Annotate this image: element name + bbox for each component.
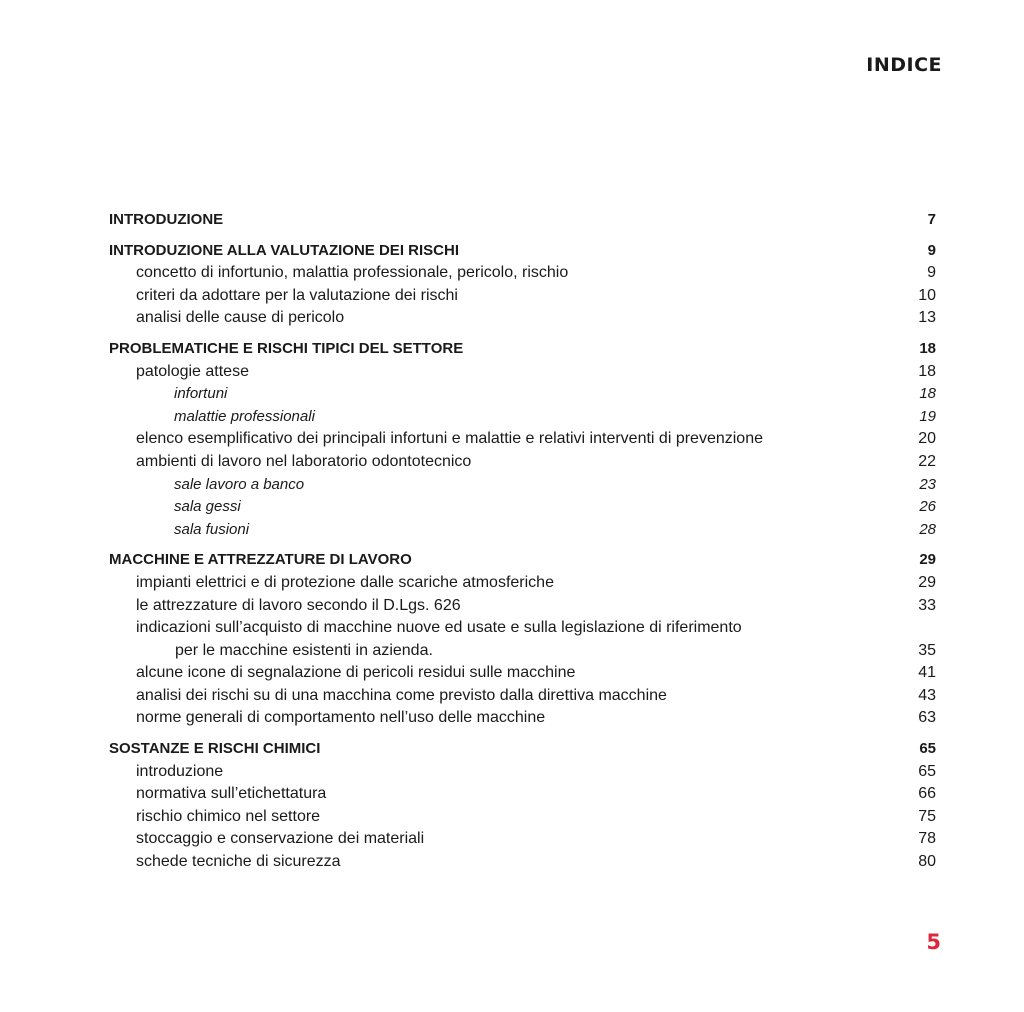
toc-page-number: 66	[918, 785, 936, 803]
toc-entry-row	[109, 361, 936, 384]
toc-entry-title: elenco esemplificativo dei principali infortuni e malattie e relativi interventi di prevenzione	[136, 430, 763, 448]
toc-entry-row	[109, 307, 936, 330]
toc-entry-title: sala fusioni	[174, 520, 250, 538]
toc-entry-row	[109, 640, 936, 663]
toc-entry-row	[109, 595, 936, 618]
toc-entry-title: criteri da adottare per la valutazione dei rischi	[136, 286, 458, 304]
toc-entry-row	[109, 851, 936, 874]
toc-page-number: 20	[918, 430, 936, 448]
toc-entry-title: malattie professionali	[174, 407, 315, 425]
toc-entry-title: stoccaggio e conservazione dei materiali	[136, 830, 425, 848]
toc-entry-row	[109, 806, 936, 829]
toc-entry-title: introduzione	[136, 762, 224, 780]
toc-entry-title: per le macchine esistenti in azienda.	[175, 641, 433, 659]
toc-page-number: 18	[919, 339, 936, 357]
toc-entry-row	[109, 428, 936, 451]
toc-entry-row	[109, 262, 936, 285]
toc-page-number: 35	[918, 641, 936, 659]
toc-page-number: 65	[918, 762, 936, 780]
toc-page-number: 19	[919, 407, 936, 425]
toc-entry-title: alcune icone di segnalazione di pericoli residui sulle macchine	[136, 664, 576, 682]
toc-page-number: 43	[918, 686, 936, 704]
toc-section-title: PROBLEMATICHE E RISCHI TIPICI DEL SETTORE	[109, 339, 464, 357]
toc-entry-row	[109, 519, 936, 542]
toc-page-number: 26	[919, 498, 936, 516]
toc-entry-title: concetto di infortunio, malattia professionale, pericolo, rischio	[136, 264, 569, 282]
page-title: INDICE	[866, 54, 942, 76]
toc-entry-row	[109, 474, 936, 497]
toc-page-number: 23	[919, 475, 936, 493]
toc-page-number: 9	[927, 241, 936, 259]
toc-section-title: INTRODUZIONE	[109, 211, 224, 228]
toc-entry-row	[109, 761, 936, 784]
toc-entry-title: indicazioni sull’acquisto di macchine nuove ed usate e sulla legislazione di riferimento	[136, 619, 742, 637]
toc-entry-row	[109, 617, 936, 640]
toc-entry-row	[109, 707, 936, 730]
toc-entry-title: impianti elettrici e di protezione dalle scariche atmosferiche	[136, 573, 554, 591]
toc-page-number: 29	[919, 551, 936, 569]
toc-entry-title: ambienti di lavoro nel laboratorio odontotecnico	[136, 452, 472, 470]
toc-section-title: SOSTANZE E RISCHI CHIMICI	[109, 740, 321, 758]
toc-page-number: 13	[918, 309, 936, 327]
toc-page-number: 80	[918, 853, 936, 871]
toc-entry-title: sala gessi	[174, 498, 241, 516]
toc-section-row	[109, 549, 936, 572]
toc-entry-row	[109, 285, 936, 308]
toc-entry-row	[109, 406, 936, 429]
toc-entry-title: le attrezzature di lavoro secondo il D.Lgs. 626	[136, 596, 461, 614]
toc-entry-title: analisi dei rischi su di una macchina come previsto dalla direttiva macchine	[136, 686, 667, 704]
toc-page-number: 28	[919, 520, 936, 538]
toc-page-number: 75	[918, 807, 936, 825]
toc-entry-row	[109, 496, 936, 519]
toc-entry-row	[109, 451, 936, 474]
toc-entry-row	[109, 828, 936, 851]
toc-entry-title: schede tecniche di sicurezza	[136, 853, 341, 871]
toc-page-number: 33	[918, 596, 936, 614]
toc-page-number: 29	[918, 573, 936, 591]
page-number: 5	[926, 930, 941, 954]
toc-section-row	[109, 240, 936, 263]
toc-entry-title: analisi delle cause di pericolo	[136, 309, 345, 327]
toc-page-number: 65	[919, 740, 936, 758]
table-of-contents	[109, 209, 936, 874]
toc-page-number: 78	[918, 830, 936, 848]
toc-page-number: 41	[918, 664, 936, 682]
toc-entry-row	[109, 783, 936, 806]
toc-entry-row	[109, 383, 936, 406]
toc-section-row	[109, 338, 936, 361]
toc-page-number: 18	[918, 362, 936, 380]
toc-page-number: 18	[919, 385, 936, 403]
toc-entry-title: infortuni	[174, 385, 228, 403]
toc-entry-row	[109, 662, 936, 685]
toc-page-number: 63	[918, 709, 936, 727]
toc-entry-title: normativa sull’etichettatura	[136, 785, 327, 803]
toc-page-number: 7	[927, 211, 936, 228]
toc-entry-row	[109, 572, 936, 595]
toc-entry-title: patologie attese	[136, 362, 249, 380]
toc-entry-row	[109, 685, 936, 708]
toc-section-row	[109, 738, 936, 761]
toc-entry-title: sale lavoro a banco	[174, 475, 305, 493]
toc-section-title: INTRODUZIONE ALLA VALUTAZIONE DEI RISCHI	[109, 241, 459, 259]
toc-entry-title: rischio chimico nel settore	[136, 807, 321, 825]
toc-entry-title: norme generali di comportamento nell’uso delle macchine	[136, 709, 546, 727]
toc-page-number: 10	[918, 286, 936, 304]
toc-page-number: 22	[918, 452, 936, 470]
toc-section-row	[109, 209, 936, 232]
toc-page-number: 9	[927, 264, 936, 282]
toc-section-title: MACCHINE E ATTREZZATURE DI LAVORO	[109, 551, 412, 569]
